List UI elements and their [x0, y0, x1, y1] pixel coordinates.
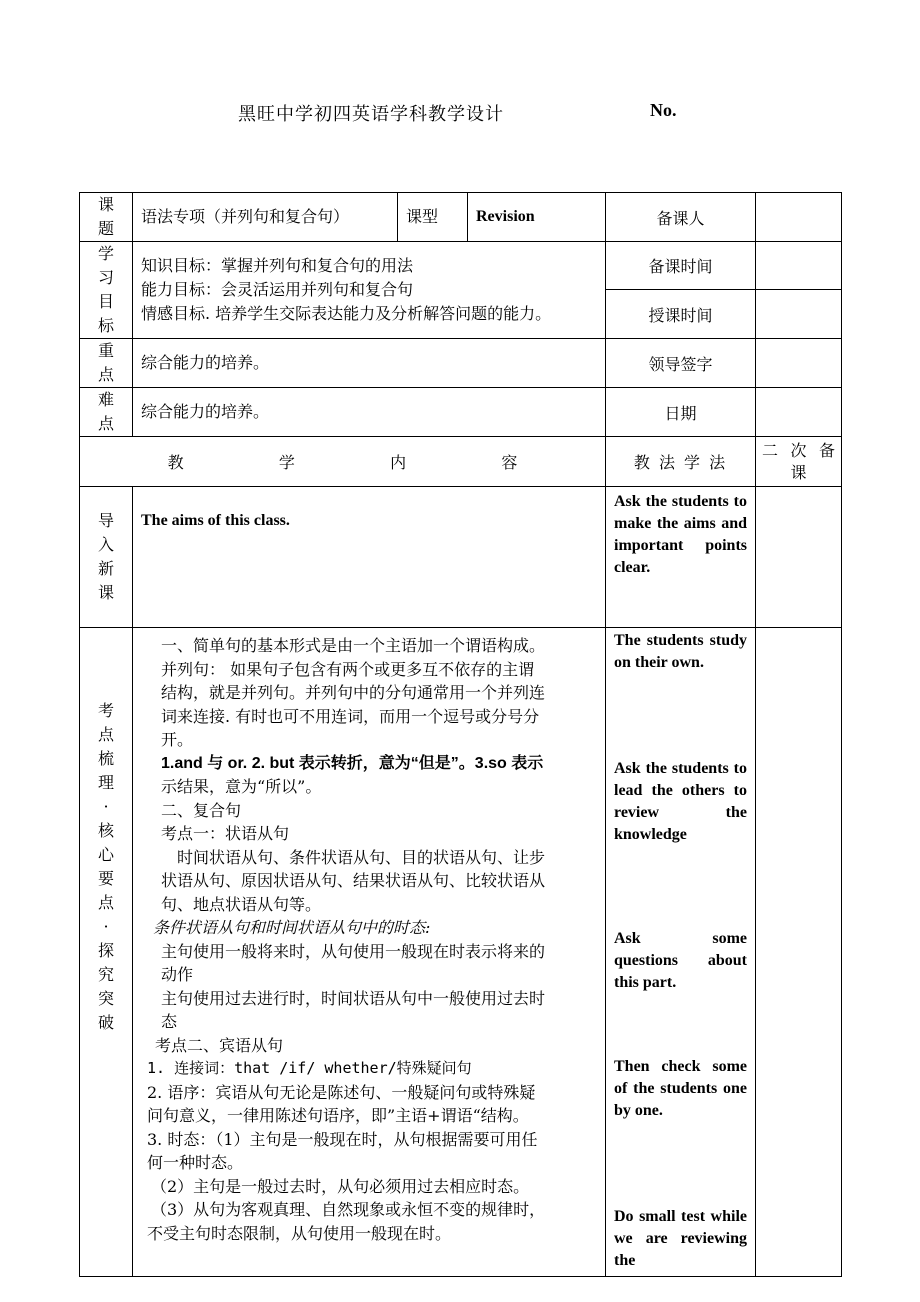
content-line: 词来连接. 有时也可不用连词，而用一个逗号或分号分 [161, 706, 540, 726]
topic-value: 语法专项（并列句和复合句） [133, 193, 398, 242]
content-line: 开。 [161, 730, 194, 749]
second-prep-header: 二 次 备 课 [756, 437, 842, 487]
review-content [133, 628, 606, 1277]
intro-label: 导 入 新 课 [80, 487, 133, 628]
content-line: 1. 连接词：that /if/ whether/特殊疑问句 [147, 1059, 472, 1077]
preparer-value[interactable] [756, 193, 842, 242]
content-header-char: 学 [278, 453, 295, 472]
table-row [80, 242, 842, 290]
content-line: （2）主句是一般过去时，从句必须用过去相应时态。 [151, 1176, 530, 1196]
method-item: Ask the students to lead the others to review the knowledge [614, 760, 747, 843]
review-methods [606, 628, 756, 1277]
type-label: 课型 [398, 193, 468, 242]
lesson-plan-table [79, 192, 842, 1277]
method-item: Do small test while we are reviewing the [614, 1208, 747, 1269]
method-item: Then check some of the students one by one. [614, 1058, 747, 1119]
table-row [80, 339, 842, 388]
content-header-char: 内 [390, 453, 407, 472]
content-line: 2. 语序：宾语从句无论是陈述句、一般疑问句或特殊疑 [147, 1082, 536, 1102]
content-line: （3）从句为客观真理、自然现象或永恒不变的规律时， [151, 1200, 546, 1219]
content-header-char: 教 [167, 453, 184, 472]
content-line: 时间状语从句、条件状语从句、目的状语从句、让步 [177, 847, 546, 867]
teach-time-value[interactable] [756, 290, 842, 339]
content-line: 示结果，意为“所以”。 [161, 777, 322, 796]
goal-knowledge: 知识目标：掌握并列句和复合句的用法 [141, 256, 414, 275]
difficult-point-label: 难 点 [80, 388, 133, 437]
key-point-value: 综合能力的培养。 [133, 339, 606, 388]
table-row [80, 388, 842, 437]
key-point-label: 重 点 [80, 339, 133, 388]
content-line: 结构，就是并列句。并列句中的分句通常用一个并列连 [161, 683, 546, 702]
content-line: 问句意义，一律用陈述句语序，即”主语+谓语“结构。 [147, 1106, 529, 1125]
table-row [80, 437, 842, 487]
goal-emotion: 情感目标. 培养学生交际表达能力及分析解答问题的能力。 [141, 304, 552, 323]
method-header: 教 法 学 法 [606, 437, 756, 487]
difficult-point-value: 综合能力的培养。 [133, 388, 606, 437]
content-line: 并列句： 如果句子包含有两个或更多互不依存的主谓 [161, 659, 535, 679]
method-item: The students study on their own. [614, 632, 747, 671]
content-line: 不受主句时态限制，从句使用一般现在时。 [147, 1223, 452, 1243]
leader-sign-label: 领导签字 [606, 339, 756, 388]
goals-content [133, 242, 606, 339]
content-header [80, 437, 606, 487]
type-value: Revision [468, 193, 606, 242]
teach-time-label: 授课时间 [606, 290, 756, 339]
review-second-prep[interactable] [756, 628, 842, 1277]
document-number-label: No. [650, 100, 677, 120]
review-section-label: 考 点 梳 理 · 核 心 要 点 · 探 究 突 破 [80, 628, 133, 1277]
goals-label: 学 习 目 标 [80, 242, 133, 339]
content-line: 考点一：状语从句 [161, 824, 290, 843]
content-line: 条件状语从句和时间状语从句中的时态: [153, 918, 431, 937]
content-line: 主句使用过去进行时，时间状语从句中一般使用过去时 [161, 988, 546, 1008]
page-title: 黑旺中学初四英语学科教学设计 [238, 104, 504, 125]
content-line: 1.and 与 or. 2. but 表示转折，意为“但是”。3.so 表示 [161, 754, 544, 772]
prep-time-value[interactable] [756, 242, 842, 290]
method-item: Ask some questions about this part. [614, 930, 747, 991]
table-row [80, 193, 842, 242]
content-line: 二、复合句 [161, 800, 242, 820]
topic-label-char: 课 [97, 195, 114, 214]
date-value[interactable] [756, 388, 842, 437]
content-line: 主句使用一般将来时，从句使用一般现在时表示将来的 [161, 941, 546, 961]
content-line: 一、简单句的基本形式是由一个主语加一个谓语构成。 [161, 636, 546, 655]
table-row [80, 487, 842, 628]
goal-ability: 能力目标：会灵活运用并列句和复合句 [141, 280, 414, 299]
date-label: 日期 [606, 388, 756, 437]
intro-method: Ask the students to make the aims and important points clear. [606, 487, 756, 628]
intro-second-prep[interactable] [756, 487, 842, 628]
content-line: 3. 时态：（1）主句是一般现在时，从句根据需要可用任 [147, 1129, 538, 1149]
table-row [80, 628, 842, 1277]
prep-time-label: 备课时间 [606, 242, 756, 290]
content-line: 态 [161, 1012, 178, 1031]
content-line: 考点二、宾语从句 [155, 1035, 284, 1055]
topic-label [80, 193, 133, 242]
content-line: 状语从句、原因状语从句、结果状语从句、比较状语从 [161, 871, 546, 890]
content-header-char: 容 [501, 453, 518, 472]
leader-sign-value[interactable] [756, 339, 842, 388]
intro-content: The aims of this class. [133, 487, 606, 628]
content-line: 句、地点状语从句等。 [161, 894, 322, 914]
content-line: 何一种时态。 [147, 1153, 244, 1172]
preparer-label: 备课人 [606, 193, 756, 242]
topic-label-char: 题 [97, 219, 114, 238]
content-line: 动作 [161, 965, 194, 984]
